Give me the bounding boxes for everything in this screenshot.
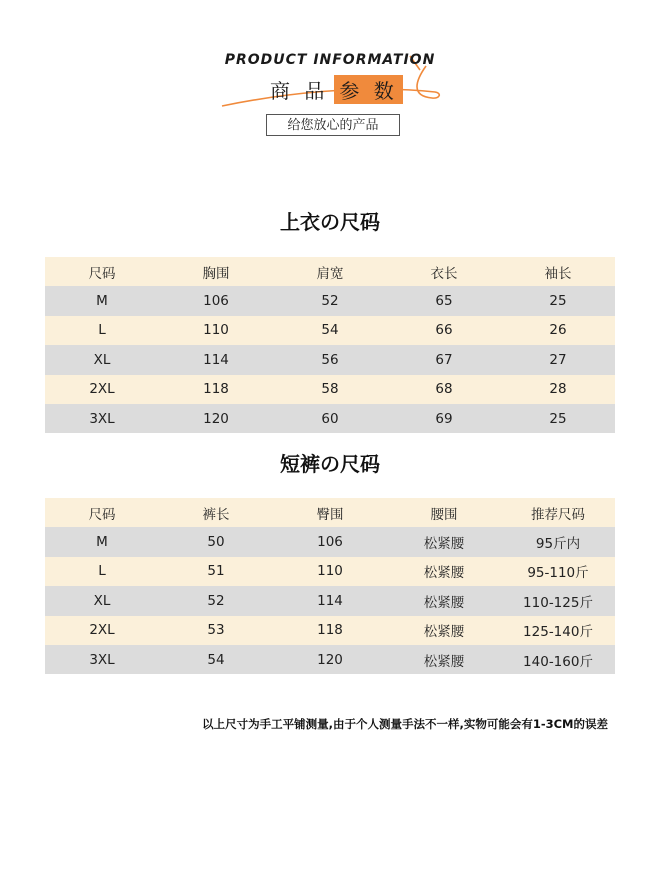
column-header: 胸围 — [202, 265, 230, 282]
table-cell: 53 — [207, 622, 225, 639]
chinese-title-prefix: 商 品 — [270, 78, 329, 103]
table-row — [45, 375, 615, 404]
table-cell: 25 — [549, 293, 567, 310]
column-header: 肩宽 — [316, 265, 344, 282]
pants-size-title: 短裤の尺码 — [280, 452, 380, 476]
column-header: 尺码 — [88, 506, 116, 523]
subtitle-box: 给您放心的产品 — [266, 114, 400, 136]
table-cell: 120 — [317, 651, 343, 668]
table-cell: 松紧腰 — [423, 653, 465, 670]
top-size-table — [45, 257, 615, 433]
table-cell: 125-140斤 — [523, 624, 593, 641]
table-cell: 51 — [207, 563, 225, 580]
table-cell: 25 — [549, 410, 567, 427]
table-row — [45, 345, 615, 374]
table-header-row — [45, 498, 615, 527]
table-cell: 95斤内 — [535, 536, 581, 553]
table-cell: 110 — [317, 563, 343, 580]
table-cell: 95-110斤 — [527, 565, 589, 582]
measurement-note: 以上尺寸为手工平铺测量,由于个人测量手法不一样,实物可能会有1-3CM的误差 — [202, 717, 608, 731]
table-header-row — [45, 257, 615, 286]
column-header: 臀围 — [316, 506, 344, 523]
table-cell: 3XL — [89, 651, 115, 668]
table-cell: 52 — [207, 592, 225, 609]
table-cell: 114 — [317, 592, 343, 609]
table-cell: 2XL — [89, 622, 115, 639]
table-cell: L — [98, 322, 106, 339]
table-cell: XL — [93, 592, 111, 609]
table-cell: 60 — [321, 410, 339, 427]
top-size-title: 上衣の尺码 — [280, 210, 380, 234]
column-header: 腰围 — [430, 506, 458, 523]
table-row — [45, 316, 615, 345]
table-cell: 68 — [435, 381, 453, 398]
table-cell: 106 — [203, 293, 229, 310]
table-cell: 140-160斤 — [523, 653, 593, 670]
table-cell: 松紧腰 — [423, 536, 465, 553]
table-cell: 110-125斤 — [523, 594, 593, 611]
table-cell: 58 — [321, 381, 339, 398]
table-cell: 106 — [317, 534, 343, 551]
table-cell: 69 — [435, 410, 453, 427]
table-row — [45, 527, 615, 556]
table-cell: 52 — [321, 293, 339, 310]
table-row — [45, 557, 615, 586]
chinese-title — [270, 76, 403, 102]
table-row — [45, 286, 615, 315]
table-cell: 54 — [321, 322, 339, 339]
column-header: 袖长 — [544, 265, 572, 282]
table-cell: 松紧腰 — [423, 565, 465, 582]
table-cell: 65 — [435, 293, 453, 310]
english-title: PRODUCT INFORMATION — [224, 52, 436, 68]
chinese-title-highlight: 参 数 — [334, 75, 402, 104]
table-cell: 66 — [435, 322, 453, 339]
table-cell: 67 — [435, 351, 453, 368]
product-info-header — [0, 0, 660, 150]
table-cell: 120 — [203, 410, 229, 427]
table-cell: 114 — [203, 351, 229, 368]
table-cell: L — [98, 563, 106, 580]
column-header: 裤长 — [202, 506, 230, 523]
table-cell: 2XL — [89, 381, 115, 398]
pants-size-table — [45, 498, 615, 674]
table-cell: 56 — [321, 351, 339, 368]
table-cell: 3XL — [89, 410, 115, 427]
table-cell: 118 — [317, 622, 343, 639]
table-row — [45, 616, 615, 645]
table-cell: M — [96, 534, 108, 551]
column-header: 衣长 — [430, 265, 458, 282]
table-cell: 28 — [549, 381, 567, 398]
column-header: 尺码 — [88, 265, 116, 282]
table-cell: 26 — [549, 322, 567, 339]
table-row — [45, 586, 615, 615]
table-cell: 110 — [203, 322, 229, 339]
table-cell: 50 — [207, 534, 225, 551]
column-header: 推荐尺码 — [531, 506, 585, 523]
table-cell: 27 — [549, 351, 567, 368]
table-cell: 54 — [207, 651, 225, 668]
table-row — [45, 404, 615, 433]
table-cell: 118 — [203, 381, 229, 398]
table-row — [45, 645, 615, 674]
table-cell: 松紧腰 — [423, 594, 465, 611]
table-cell: XL — [93, 351, 111, 368]
table-cell: M — [96, 293, 108, 310]
table-cell: 松紧腰 — [423, 624, 465, 641]
